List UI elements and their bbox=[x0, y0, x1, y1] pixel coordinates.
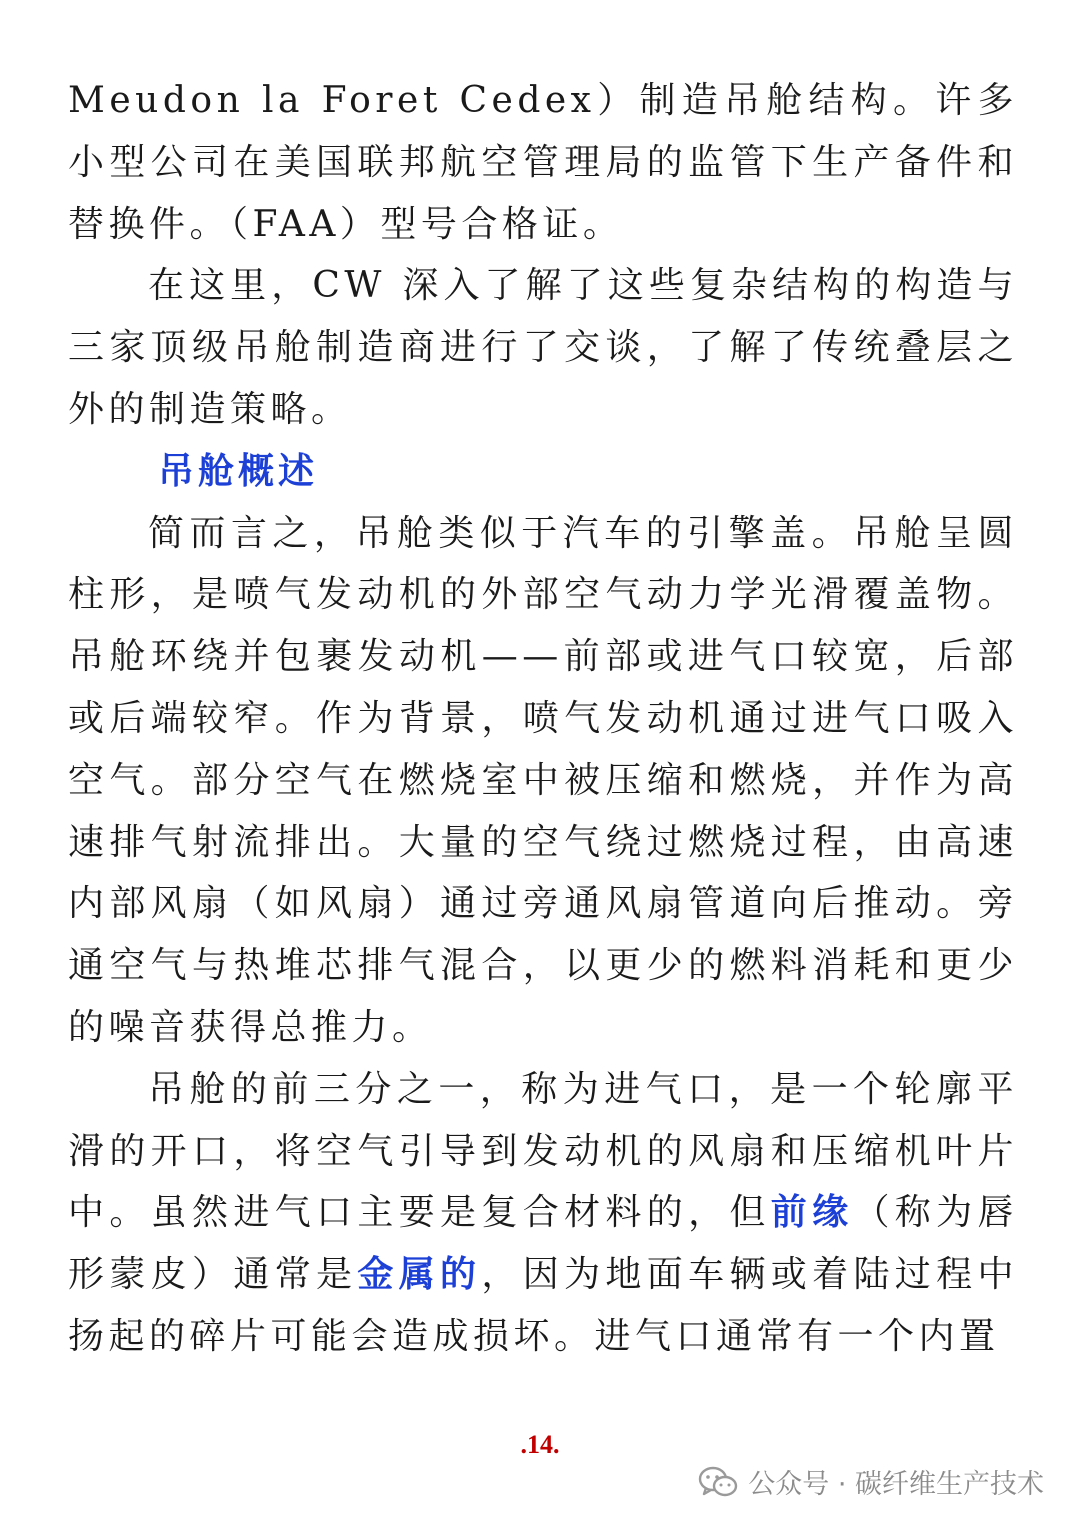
paragraph-1: Meudon la Foret Cedex）制造吊舱结构。许多小型公司在美国联邦航空管理局的监管下生产备件和替换件。（FAA）型号合格证。 bbox=[68, 80, 1018, 245]
leading-edge-link[interactable]: 前缘 bbox=[770, 1191, 854, 1234]
metal-link[interactable]: 金属的 bbox=[357, 1253, 482, 1296]
paragraph-4-text-c: ，因为地面车辆或着陆过程中扬起的碎片可能会造成损坏。进气口通常有一个内置 bbox=[68, 1254, 1018, 1357]
wechat-icon bbox=[698, 1465, 738, 1499]
paragraph-2: 在这里，CW 深入了解了这些复杂结构的构造与三家顶级吊舱制造商进行了交谈，了解了传统叠层之外的制造策略。 bbox=[68, 265, 1018, 430]
section-heading: 吊舱概述 bbox=[158, 449, 319, 492]
paragraph-4-text-b: （称为唇形蒙皮）通常是 bbox=[68, 1192, 1018, 1296]
watermark-text: 公众号 · 碳纤维生产技术 bbox=[748, 1469, 1044, 1500]
page-number: .14. bbox=[520, 1430, 560, 1459]
paragraph-4-text-a: 吊舱的前三分之一，称为进气口，是一个轮廓平滑的开口，将空气引导到发动机的风扇和压缩机叶片中。虽然进气口主要是复合材料的，但 bbox=[68, 1068, 1018, 1234]
paragraph-3: 简而言之，吊舱类似于汽车的引擎盖。吊舱呈圆柱形，是喷气发动机的外部空气动力学光滑覆盖物。吊舱环绕并包裹发动机——前部或进气口较宽，后部或后端较窄。作为背景，喷气发动机通过进气口吸入空气。部分空气在燃烧室中被压缩和燃烧，并作为高速排气射流排出。大量的空气绕过燃烧过程，由高速内部风扇（如风扇）通过旁通风扇管道向后推动。旁通空气与热堆芯排气混合，以更少的燃料消耗和更少的噪音获得总推力。 bbox=[68, 512, 1018, 1048]
watermark bbox=[698, 1462, 1044, 1501]
document-body bbox=[68, 70, 1018, 1368]
paragraph-4 bbox=[68, 1059, 1018, 1368]
